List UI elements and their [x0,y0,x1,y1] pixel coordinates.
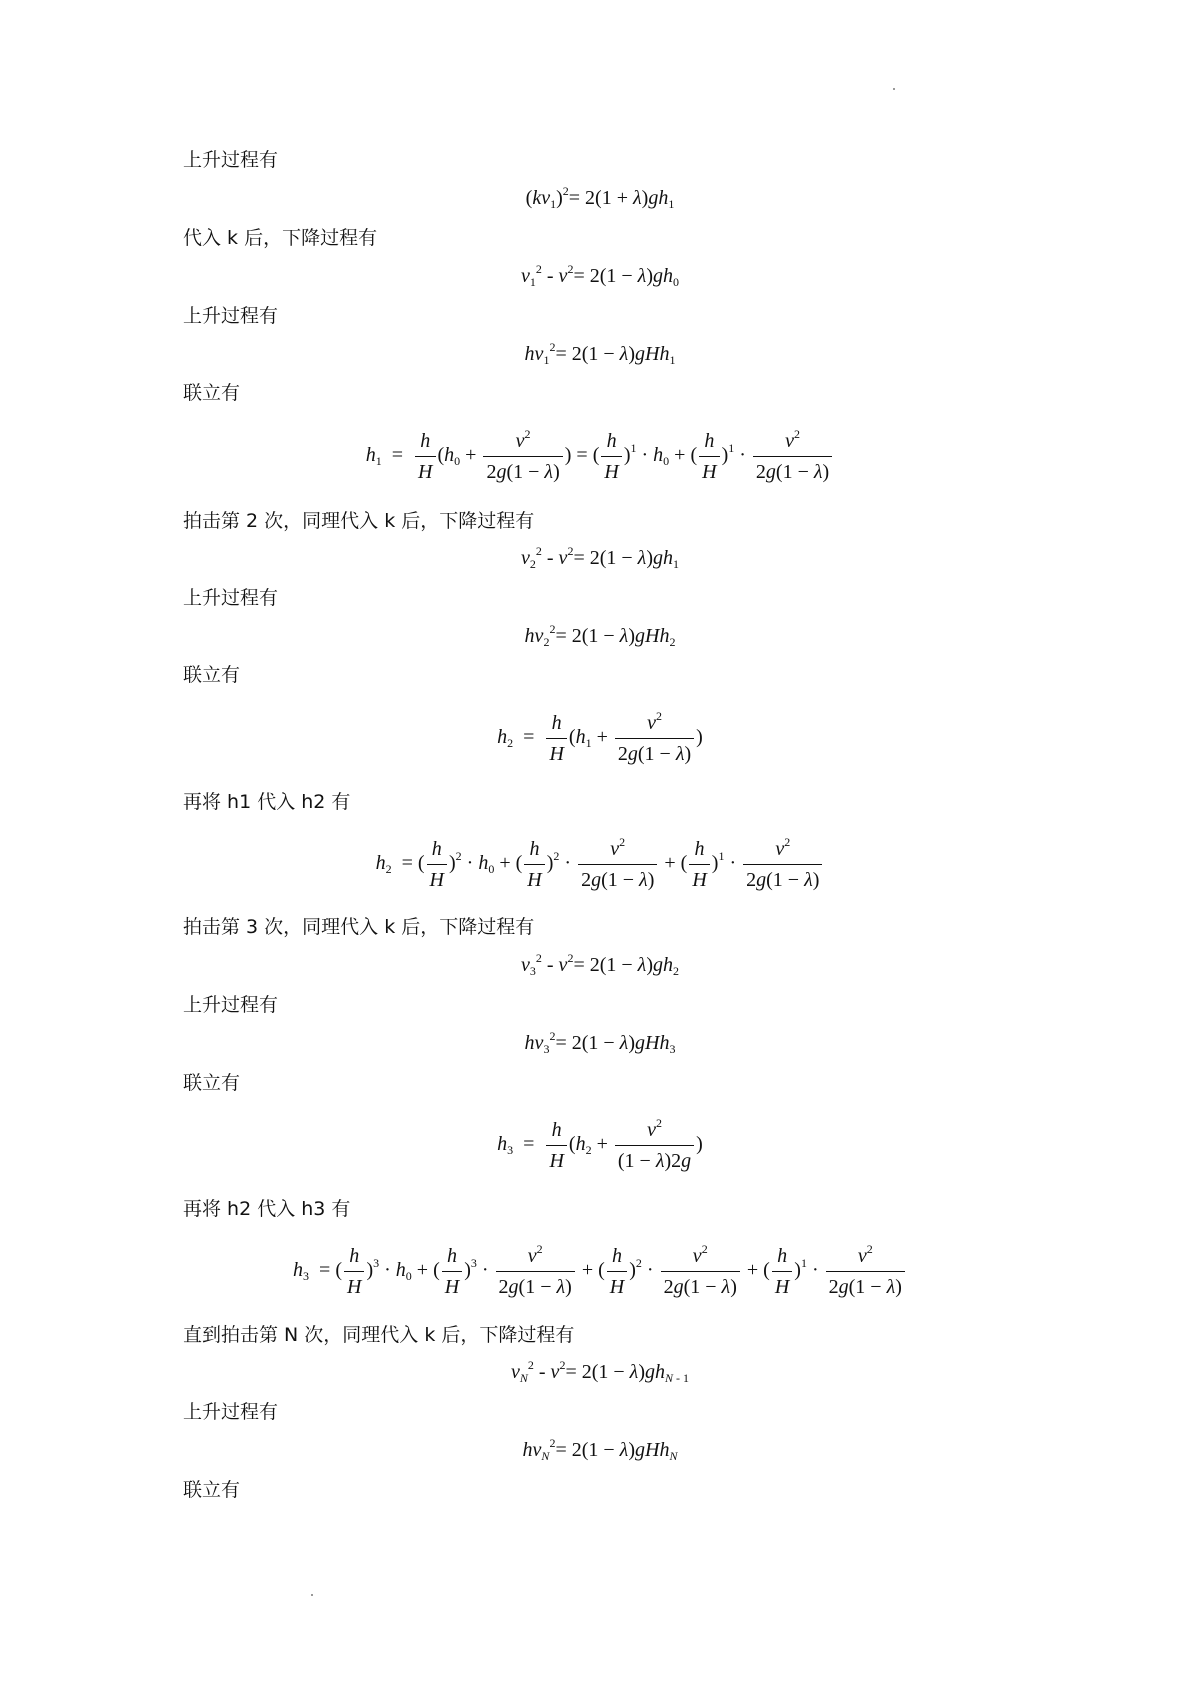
paragraph-text: 代入 k 后，下降过程有 [183,227,378,249]
paragraph-text: 再将 h1 代入 h2 有 [183,791,351,813]
equation: $h_3$ = $\frac{h}{H}$ ($h_2$ + $\frac{v^2}{(1 - \lambda)2g}$ ) [497,1116,703,1172]
equation: $v_N^2 - v^2= 2(1 - \lambda)gh_{N - 1}$ [510,1357,690,1385]
paragraph-text: 直到拍击第 N 次，同理代入 k 后，下降过程有 [183,1324,575,1346]
equation: $hv_1^2= 2(1 - \lambda)gHh_1$ [524,339,676,367]
paragraph-text: 联立有 [183,382,241,404]
paragraph-text: 上升过程有 [183,994,279,1016]
equation: $hv_2^2= 2(1 - \lambda)gHh_2$ [524,621,676,649]
paragraph-text: 联立有 [183,1072,241,1094]
equation: $v_3^2 - v^2= 2(1 - \lambda)gh_2$ [520,950,679,978]
paragraph-text: 上升过程有 [183,1401,279,1423]
equation: $hv_N^2= 2(1 - \lambda)gHh_N$ [522,1435,678,1463]
paragraph-text: 拍击第 2 次，同理代入 k 后，下降过程有 [183,510,535,532]
equation: $h_1$ = $\frac{h}{H}$ ($h_0$ + $\frac{v^2}{2g(1 - \lambda)}$ ) = ( $\frac{h}{H}$ )$^1 \cdot h_0$ + ( $\frac{h}{H}$ )$^1$ · $\frac{v^2}{2g(1 - \lambda)}$ [0,428,1200,485]
equation: $h_3$ = ( $\frac{h}{H}$ )$^3 \cdot h_0$ + ( $\frac{h}{H}$ )$^3$ · $\frac{v^2}{2g(1 - \lambda)}$ + ( $\frac{h}{H}$ )$^2$ · $\frac{v^2}{2g(1 - \lambda)}$ + ( $\frac{h}{H}$ )$^1$ · $\frac{v^2}{2g(1 - \lambda)}$ [0,1243,1200,1300]
paragraph-text: 拍击第 3 次，同理代入 k 后，下降过程有 [183,916,535,938]
equation: $(kv_1)^2= 2(1 + \lambda)gh_1$ [525,183,675,211]
equation: $v_1^2 - v^2= 2(1 - \lambda)gh_0$ [520,261,679,289]
equation: $hv_3^2= 2(1 - \lambda)gHh_3$ [524,1028,676,1056]
equation: $h_2$ = $\frac{h}{H}$ ($h_1$ + $\frac{v^2}{2g(1 - \lambda)}$ ) [497,709,703,765]
scan-speck [893,88,895,90]
paragraph-text: 上升过程有 [183,149,279,171]
paragraph-text: 联立有 [183,1479,241,1501]
scan-speck [311,1594,313,1596]
equation: $h_2$ = ( $\frac{h}{H}$ )$^2 \cdot h_0$ + ( $\frac{h}{H}$ )$^2$ · $\frac{v^2}{2g(1 - \lambda)}$ + ( $\frac{h}{H}$ )$^1$ · $\frac{v^2}{2g(1 - \lambda)}$ [0,836,1200,893]
paragraph-text: 上升过程有 [183,305,279,327]
paragraph-text: 联立有 [183,664,241,686]
paragraph-text: 再将 h2 代入 h3 有 [183,1198,351,1220]
equation: $v_2^2 - v^2= 2(1 - \lambda)gh_1$ [520,543,679,571]
paragraph-text: 上升过程有 [183,587,279,609]
